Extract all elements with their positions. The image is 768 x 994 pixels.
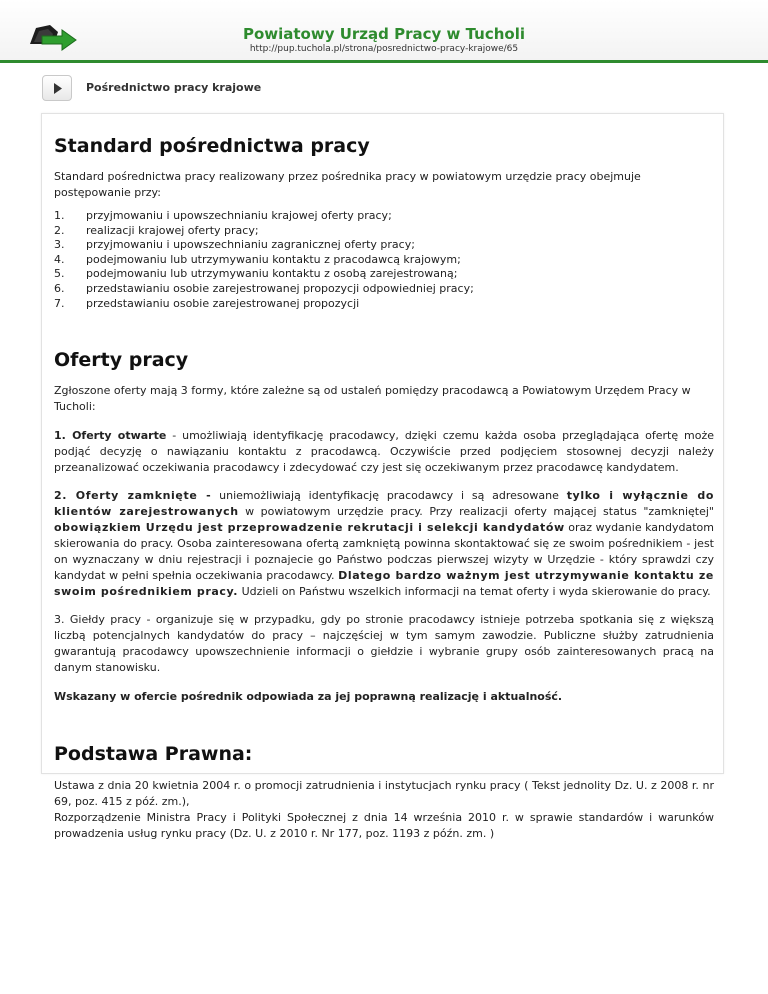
list-item: 1. przyjmowaniu i upowszechnianiu krajowej oferty pracy; xyxy=(54,209,392,222)
page-url: http://pup.tuchola.pl/strona/posrednictwo-pracy-krajowe/65 xyxy=(249,44,519,54)
arrow-right-icon xyxy=(53,83,63,94)
intermediary-note: Wskazany w ofercie pośrednik odpowiada za jej poprawną realizację i aktualność. xyxy=(54,690,563,704)
list-item: 2. realizacji krajowej oferty pracy; xyxy=(54,223,259,237)
offer-type-open: 1. Oferty otwarte - umożliwiają identyfikację pracodawcy, dzięki czemu każda osoba przeglądająca ofertę może podjąć decyzję o nawiązaniu kontaktu z pracodawcą. Oczywiście przed podjęciem stosownej decyzji należy przeanalizować oczekiwania pracodawcy i zdecydować czy jest się oczekiwanym przez pracodawcę kandydatem. xyxy=(54,429,714,475)
list-item: 5. podejmowaniu lub utrzymywaniu kontaktu z osobą zarejestrowaną; xyxy=(54,267,458,281)
section-heading-offers: Oferty pracy xyxy=(54,349,189,372)
section-heading-standard: Standard pośrednictwa pracy xyxy=(54,135,370,157)
breadcrumb-title: Pośrednictwo pracy krajowe xyxy=(86,81,262,94)
offer-type-closed: 2. Oferty zamknięte - uniemożliwiają identyfikację pracodawcy i są adresowane tylko i wyłącznie do klientów zarejestrowanych w powiatowym urzędzie pracy. Przy realizacji oferty mającej status "zamkniętej" obowiązkiem Urzędu jest przeprowadzenie rekrutacji i selekcji kandydatów oraz wydanie kandydatom skierowania do pracy. Osoba zainteresowana ofertą zamkniętą powinna skontaktować się ze swoim pośrednikiem - jest on wyznaczany w dniu rejestracji i poznajecie go Państwo podczas pierwszej wizyty w Urzędzie - który sprawdzi czy kandydat w pełni spełnia oczekiwania pracodawcy. Dlatego bardzo ważnym jest utrzymywanie kontaktu ze swoim pośrednikiem pracy. Udzieli on Państwu wszelkich informacji na temat oferty i wyda skierowanie do pracy. xyxy=(54,489,714,599)
offers-intro: Zgłoszone oferty mają 3 formy, które zależne są od ustaleń pomiędzy pracodawcą a Powiatowym Urzędem Pracy w Tucholi: xyxy=(54,384,691,414)
section-heading-legal: Podstawa Prawna: xyxy=(54,743,253,766)
breadcrumb-arrow-button[interactable] xyxy=(42,75,72,101)
standard-list xyxy=(54,209,714,311)
article xyxy=(54,114,714,842)
legal-basis: Ustawa z dnia 20 kwietnia 2004 r. o promocji zatrudnienia i instytucjach rynku pracy ( Tekst jednolity Dz. U. z 2008 r. nr 69, poz. 415 z póź. zm.), Rozporządzenie Ministra Pracy i Polityki Społecznej z dnia 14 września 2010 r. w sprawie standardów i warunków prowadzenia usług rynku pracy (Dz. U. z 2010 r. Nr 177, poz. 1193 z późn. zm. ) xyxy=(54,779,714,841)
site-header xyxy=(0,0,768,63)
list-item: 4. podejmowaniu lub utrzymywaniu kontaktu z pracodawcą krajowym; xyxy=(54,252,461,266)
list-item: 3. przyjmowaniu i upowszechnianiu zagranicznej oferty pracy; xyxy=(54,238,415,252)
list-item: 7. przedstawianiu osobie zarejestrowanej propozycji xyxy=(54,296,360,310)
content-box xyxy=(41,113,724,841)
standard-intro: Standard pośrednictwa pracy realizowany przez pośrednika pracy w powiatowym urzędzie pracy obejmuje postępowanie przy: xyxy=(54,170,641,199)
list-item: 6. przedstawianiu osobie zarejestrowanej propozycji odpowiedniej pracy; xyxy=(54,281,474,295)
site-title[interactable]: Powiatowy Urząd Pracy w Tucholi xyxy=(242,25,526,43)
offer-type-fairs: 3. Giełdy pracy - organizuje się w przypadku, gdy po stronie pracodawcy istnieje potrzeba spotkania się z większą liczbą potencjalnych kandydatów do pracy – najczęściej w tym samym zawodzie. Publiczne służby zatrudnienia gwarantują pracodawcy upowszechnienie informacji o giełdzie i wybranie grupy osób zainteresowanych pracą na danym stanowisku. xyxy=(54,613,714,675)
